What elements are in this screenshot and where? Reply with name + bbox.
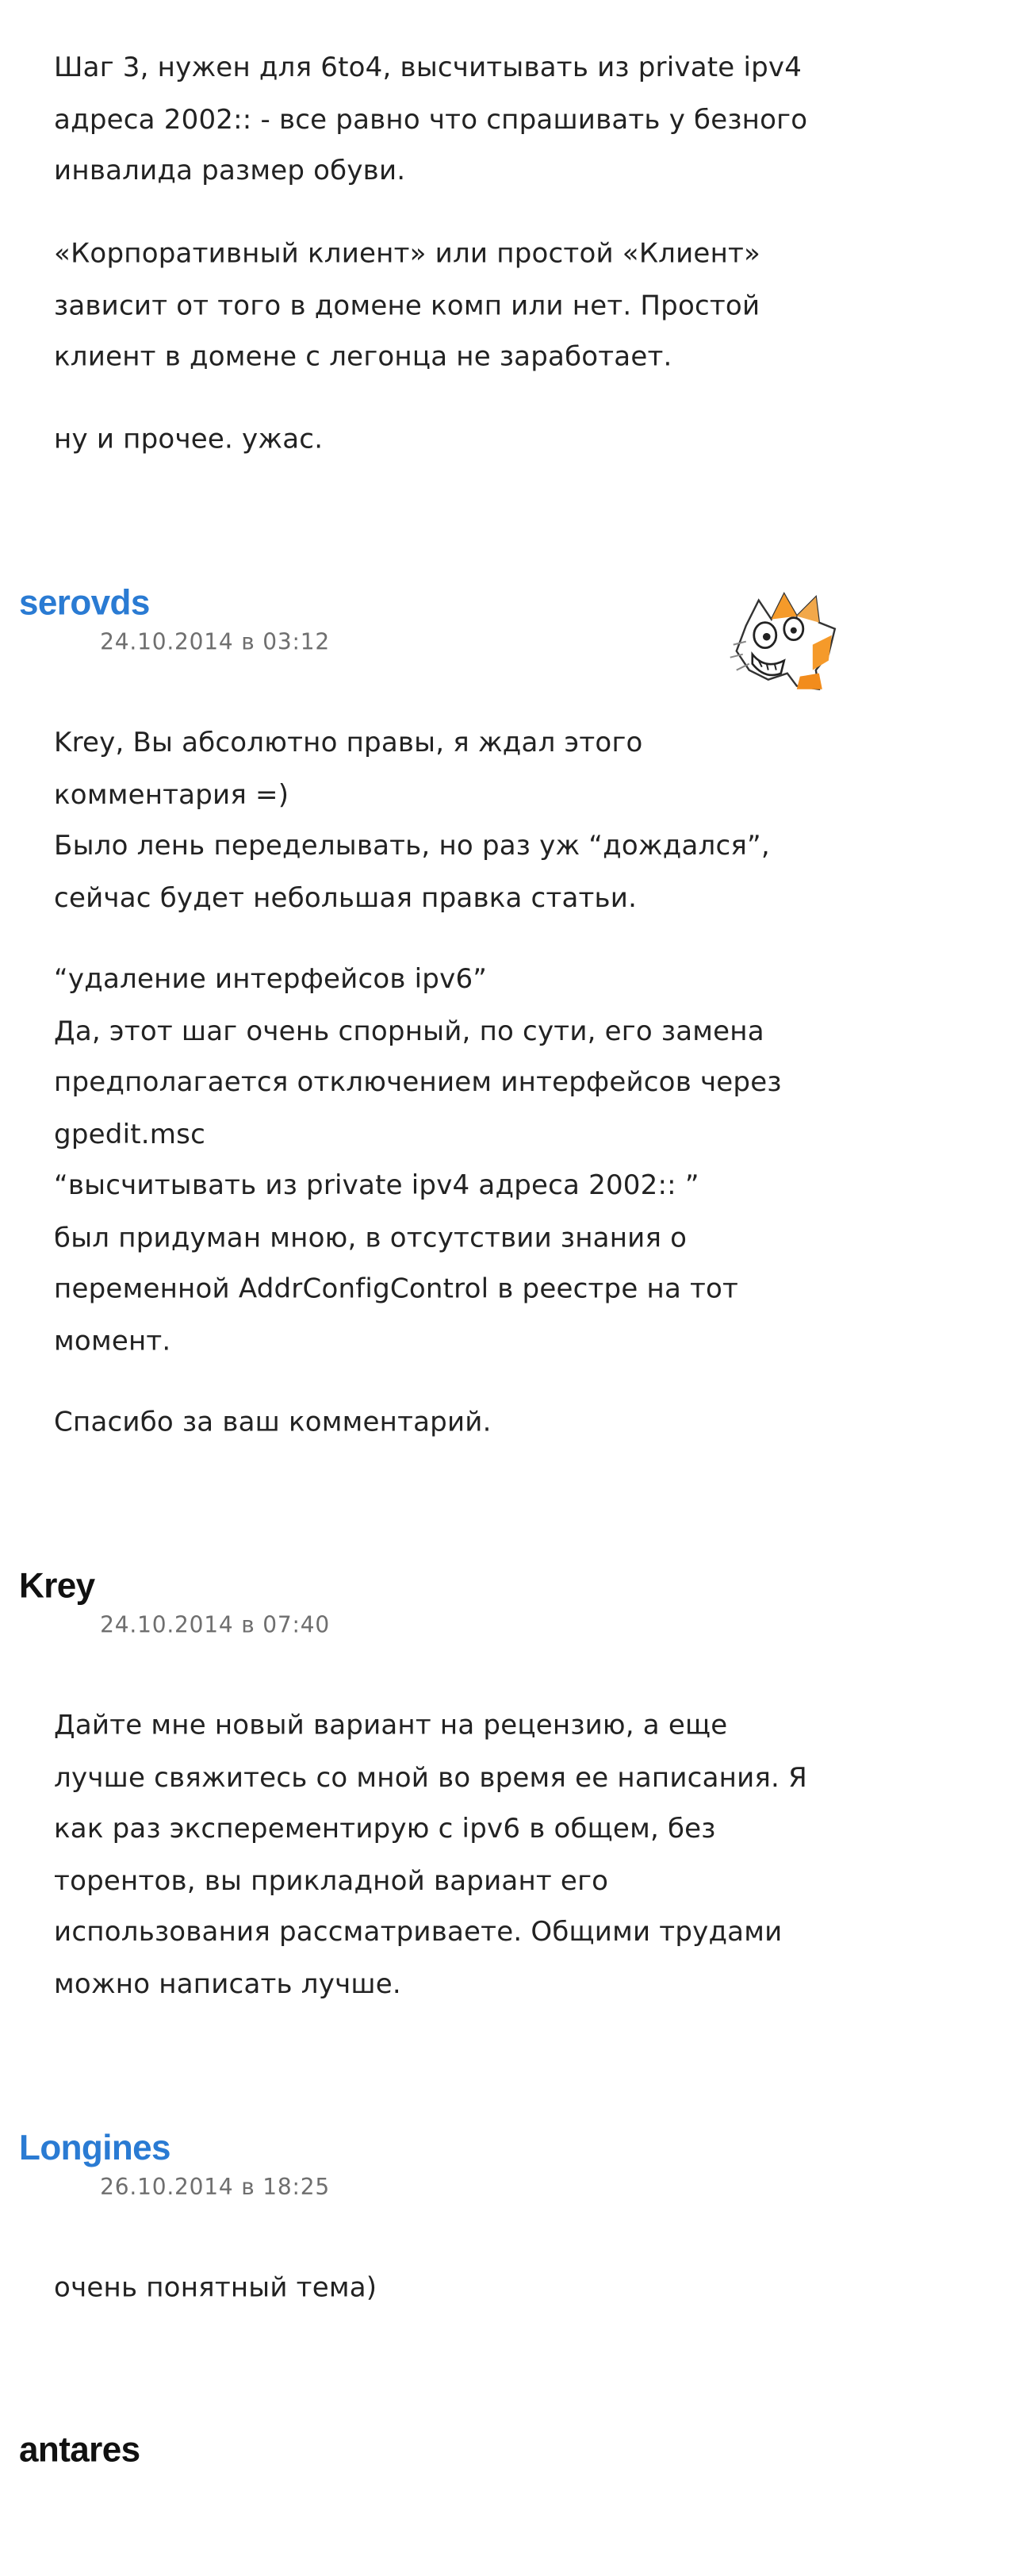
comment-author: Krey <box>19 1565 95 1606</box>
text-line: “удаление интерфейсов ipv6” <box>54 963 488 996</box>
text-line: лучше свяжитесь со мной во время ее написания. Я <box>54 1761 807 1794</box>
comment-date: 24.10.2014 в 07:40 <box>100 1613 331 1639</box>
text-line: “высчитывать из private ipv4 адреса 2002:: ” <box>54 1170 699 1203</box>
text-line: клиент в домене с легонца не заработает. <box>54 341 672 374</box>
comment-author-link[interactable]: Longines <box>19 2128 170 2168</box>
text-line: Да, этот шаг очень спорный, по сути, его замена <box>54 1015 764 1048</box>
text-line: комментария =) <box>54 778 289 811</box>
text-line: торентов, вы прикладной вариант его <box>54 1864 609 1897</box>
text-line: предполагается отключением интерфейсов через <box>54 1067 782 1100</box>
text-line: использования рассматриваете. Общими трудами <box>54 1916 783 1948</box>
text-line: gpedit.msc <box>54 1119 205 1151</box>
text-line: очень понятный тема) <box>54 2272 377 2305</box>
comment-paragraph <box>54 954 879 1367</box>
text-line: можно написать лучше. <box>54 1968 401 2001</box>
text-line: как раз эксперементирую с ipv6 в общем, без <box>54 1813 716 1845</box>
comment-author-link[interactable]: serovds <box>19 582 150 623</box>
comment-paragraph <box>54 43 879 198</box>
text-line: переменной AddrConfigControl в реестре на тот <box>54 1273 739 1306</box>
text-line: Дайте мне новый вариант на рецензию, а еще <box>54 1710 728 1742</box>
text-line: Шаг 3, нужен для 6to4, высчитывать из private ipv4 <box>54 52 803 85</box>
comment-date: 26.10.2014 в 18:25 <box>100 2175 331 2202</box>
comment-paragraph <box>54 1397 879 1449</box>
comment-author: antares <box>19 2429 140 2470</box>
text-line: Спасибо за ваш комментарий. <box>54 1407 492 1439</box>
text-line: «Корпоративный клиент» или простой «Клиент» <box>54 238 761 271</box>
cartoon-face-avatar-icon <box>724 582 848 693</box>
comment-paragraph <box>54 228 879 383</box>
text-line: Было лень переделывать, но раз уж “дождался”, <box>54 830 770 862</box>
text-line: ну и прочее. ужас. <box>54 424 324 456</box>
text-line: адреса 2002:: - все равно что спрашивать у безного <box>54 104 808 136</box>
comment-paragraph <box>54 718 879 924</box>
comment-date: 24.10.2014 в 03:12 <box>100 630 331 656</box>
text-line: сейчас будет небольшая правка статьи. <box>54 881 638 914</box>
text-line: был придуман мною, в отсутствии знания о <box>54 1222 688 1254</box>
text-line: инвалида размер обуви. <box>54 155 406 188</box>
text-line: момент. <box>54 1325 171 1357</box>
comment-paragraph <box>54 1701 879 2010</box>
comment-paragraph <box>54 2263 879 2314</box>
text-line: Krey, Вы абсолютно правы, я ждал этого <box>54 727 643 759</box>
comment-paragraph <box>54 414 879 466</box>
text-line: зависит от того в домене комп или нет. Простой <box>54 290 760 322</box>
